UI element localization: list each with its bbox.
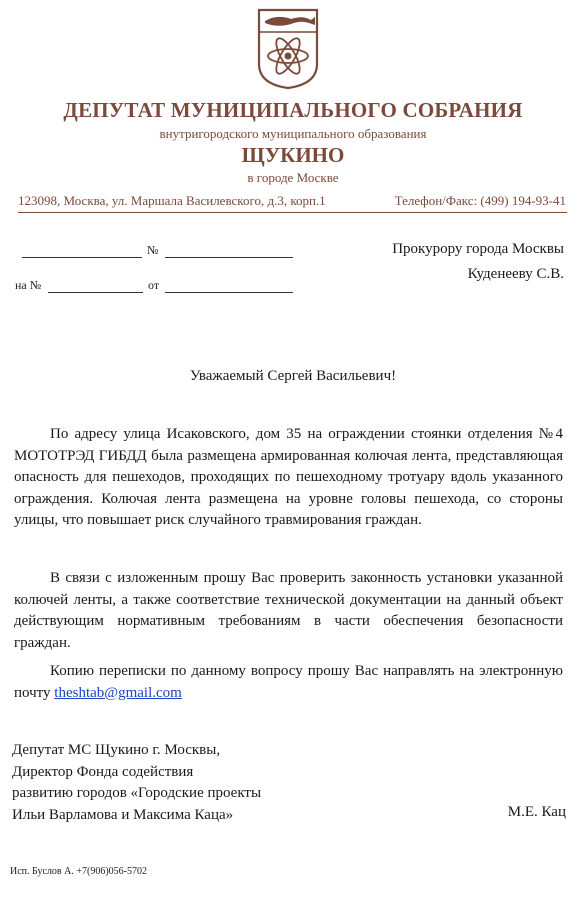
outgoing-number-line [165, 257, 293, 258]
letterhead-city: в городе Москве [247, 170, 339, 185]
letterhead-address: 123098, Москва, ул. Маршала Василевского, д.3, корп.1 [18, 193, 326, 208]
letterhead-district: ЩУКИНО [241, 143, 345, 167]
body-paragraph-3 [14, 661, 563, 704]
body-paragraph-2: В связи с изложенным прошу Вас проверить законность установки указанной колючей ленты, а также соответствие технической документации на данный объект действующим нормативным требованиям в части обеспечения безопасности граждан. [14, 570, 563, 651]
signature-line: Ильи Варламова и Максима Каца» [12, 806, 234, 823]
body-paragraph-3-text: Копию переписки по данному вопросу прошу Вас направлять на электронную почту [14, 663, 563, 701]
signature-block [12, 740, 261, 826]
in-reply-from-label: от [148, 278, 160, 292]
signature-line: развитию городов «Городские проекты [12, 785, 262, 801]
outgoing-date-line [22, 257, 142, 258]
signature-line: Депутат МС Щукино г. Москвы, [12, 742, 221, 758]
recipient-name: Куденееву С.В. [467, 266, 564, 282]
outgoing-number-label: № [147, 243, 159, 257]
body-paragraph-1: По адресу улица Исаковского, дом 35 на ограждении стоянки отделения №4 МОТОТРЭД ГИБДД была размещена армированная колючая лента, представляющая опасность для пешеходов, проходящих по пешеходному тротуару вдоль указанного ограждения. Колючая лента размещена на уровне головы пешехода, со стороны улицы, что повышает риск случайного травмирования граждан. [14, 426, 563, 528]
greeting: Уважаемый Сергей Васильевич! [189, 368, 397, 384]
signature-line: Директор Фонда содействия [12, 763, 194, 780]
letterhead-divider [18, 212, 567, 213]
in-reply-number-line [48, 292, 143, 293]
letterhead-subtitle: внутригородского муниципального образования [159, 126, 427, 141]
recipient-title: Прокурору города Москвы [392, 241, 564, 257]
executor-contact: Исп. Буслов А. +7(906)056-5702 [10, 866, 148, 877]
in-reply-label: на № [15, 278, 42, 292]
signer-name: М.Е. Кац [507, 804, 566, 820]
letterhead-title: ДЕПУТАТ МУНИЦИПАЛЬНОГО СОБРАНИЯ [63, 98, 523, 122]
in-reply-date-line [165, 292, 293, 293]
letterhead-phone: Телефон/Факс: (499) 194-93-41 [394, 193, 566, 208]
email-link[interactable]: theshtab@gmail.com [54, 684, 182, 701]
coat-of-arms-icon [257, 6, 319, 90]
